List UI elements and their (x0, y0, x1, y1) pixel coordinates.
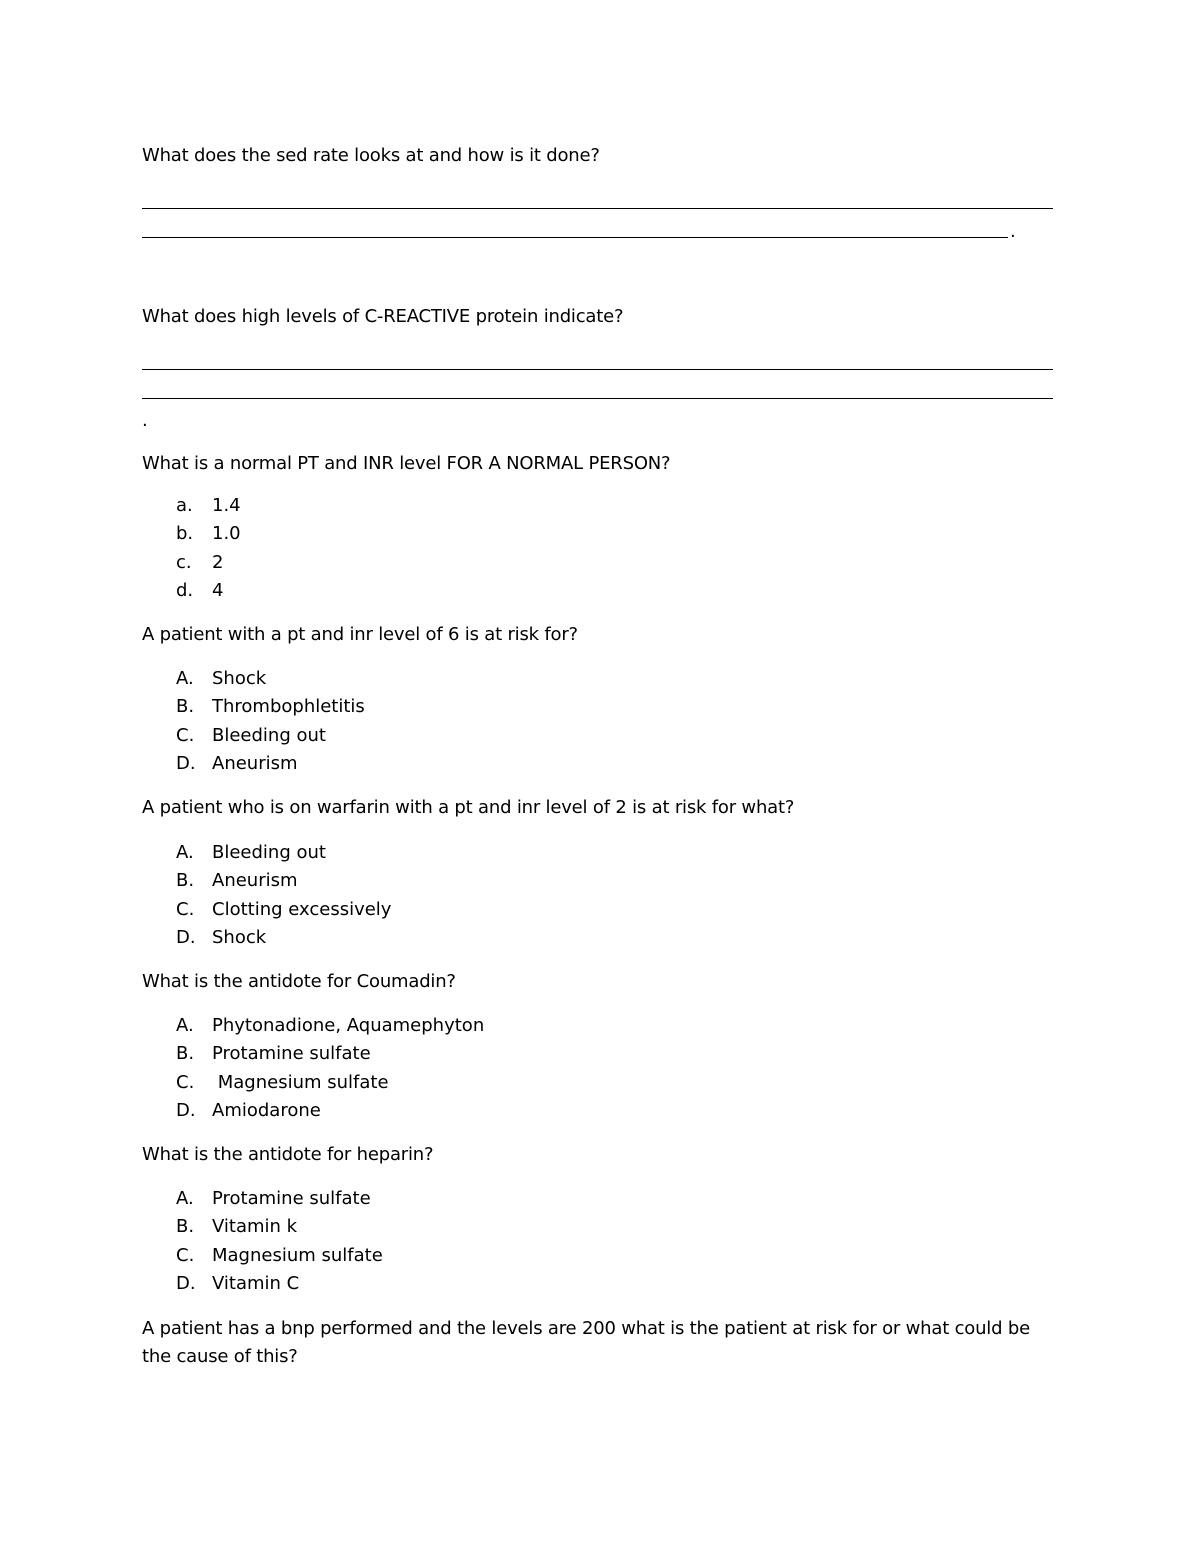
option-text: Aneurism (212, 870, 298, 892)
answer-line (142, 398, 1053, 399)
option-b[interactable] (176, 520, 241, 548)
option-letter: c. (176, 551, 192, 573)
option-d[interactable] (176, 1270, 383, 1298)
question-pt-inr-6-risk: A patient with a pt and inr level of 6 is at risk for? (142, 624, 578, 645)
question-heparin-antidote: What is the antidote for heparin? (142, 1144, 434, 1165)
option-a[interactable] (176, 1185, 383, 1213)
option-c[interactable] (176, 1069, 484, 1097)
option-text: Vitamin C (212, 1272, 300, 1294)
option-text: Shock (212, 668, 267, 689)
option-text: Phytonadione, Aquamephyton (212, 1015, 485, 1036)
option-letter: A. (176, 1015, 194, 1036)
option-text: Vitamin k (212, 1216, 298, 1238)
options-list (176, 839, 391, 952)
options-list (176, 1185, 383, 1298)
question-sed-rate: What does the sed rate looks at and how is it done? (142, 145, 600, 166)
option-letter: D. (176, 926, 196, 948)
option-b[interactable] (176, 1040, 484, 1068)
option-letter: D. (176, 1272, 196, 1294)
option-a[interactable] (176, 665, 365, 693)
option-letter: A. (176, 842, 194, 863)
option-text: 1.0 (212, 523, 241, 545)
options-list (176, 1012, 484, 1125)
answer-line (142, 237, 1008, 238)
option-text: 1.4 (212, 495, 241, 516)
option-c[interactable] (176, 896, 391, 924)
options-list (176, 665, 365, 778)
option-letter: D. (176, 752, 196, 774)
option-text: Clotting excessively (212, 898, 392, 920)
option-d[interactable] (176, 750, 365, 778)
option-text: Shock (212, 926, 267, 948)
option-text: Protamine sulfate (212, 1188, 371, 1209)
option-a[interactable] (176, 492, 241, 520)
option-text: Aneurism (212, 752, 298, 774)
option-b[interactable] (176, 867, 391, 895)
option-text: Magnesium sulfate (212, 1244, 383, 1266)
option-text: Bleeding out (212, 842, 326, 863)
option-letter: A. (176, 1188, 194, 1209)
question-normal-pt-inr: What is a normal PT and INR level FOR A NORMAL PERSON? (142, 453, 671, 474)
option-d[interactable] (176, 577, 241, 605)
question-c-reactive-protein: What does high levels of C-REACTIVE protein indicate? (142, 306, 624, 327)
option-d[interactable] (176, 1097, 484, 1125)
period-mark: . (1010, 221, 1016, 242)
option-letter: C. (176, 898, 195, 920)
option-letter: B. (176, 696, 195, 718)
option-letter: a. (176, 495, 193, 516)
answer-line (142, 369, 1053, 370)
option-text: Magnesium sulfate (212, 1071, 389, 1093)
answer-line (142, 208, 1053, 209)
option-text: Bleeding out (212, 724, 326, 746)
option-c[interactable] (176, 549, 241, 577)
option-b[interactable] (176, 1213, 383, 1241)
option-letter: B. (176, 870, 195, 892)
option-text: Thrombophletitis (212, 696, 365, 718)
question-bnp-risk: A patient has a bnp performed and the levels are 200 what is the patient at risk for or what could be the cause of this? (142, 1318, 1030, 1367)
question-coumadin-antidote: What is the antidote for Coumadin? (142, 971, 456, 992)
option-text: 2 (212, 551, 224, 573)
option-b[interactable] (176, 693, 365, 721)
option-d[interactable] (176, 924, 391, 952)
option-a[interactable] (176, 839, 391, 867)
option-letter: B. (176, 1216, 195, 1238)
option-letter: d. (176, 579, 194, 601)
option-letter: C. (176, 724, 195, 746)
options-list (176, 492, 241, 605)
option-text: Amiodarone (212, 1099, 321, 1121)
option-letter: A. (176, 668, 194, 689)
option-letter: B. (176, 1043, 195, 1065)
option-text: Protamine sulfate (212, 1043, 371, 1065)
option-letter: D. (176, 1099, 196, 1121)
option-c[interactable] (176, 722, 365, 750)
option-letter: C. (176, 1244, 195, 1266)
question-warfarin-risk: A patient who is on warfarin with a pt and inr level of 2 is at risk for what? (142, 797, 795, 818)
option-a[interactable] (176, 1012, 484, 1040)
option-letter: C. (176, 1071, 195, 1093)
period-mark: . (142, 410, 148, 431)
option-c[interactable] (176, 1242, 383, 1270)
option-letter: b. (176, 523, 194, 545)
option-text: 4 (212, 579, 224, 601)
